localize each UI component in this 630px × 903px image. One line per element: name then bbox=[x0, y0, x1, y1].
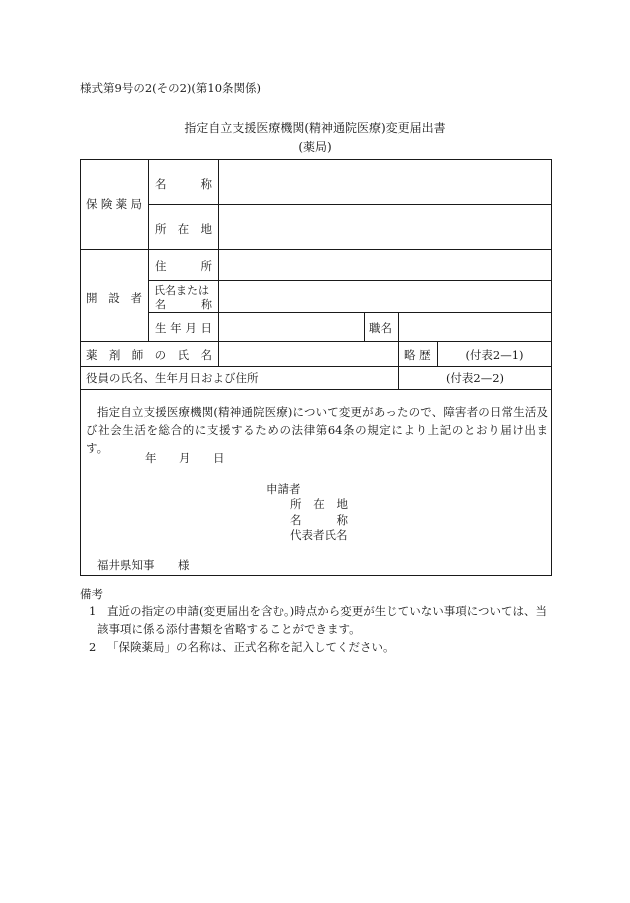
pharmacy-section-label: 保 険 薬 局 bbox=[86, 197, 142, 211]
col-divider-field-label bbox=[218, 159, 219, 366]
col-divider-position-label bbox=[398, 312, 399, 341]
row-divider-pharmacy-founder bbox=[80, 249, 552, 250]
row-divider-founder-pharmacist bbox=[80, 341, 552, 342]
officers-label: 役員の氏名、生年月日および住所 bbox=[86, 371, 259, 385]
applicant-name-label: 名 称 bbox=[290, 513, 348, 527]
applicant-heading: 申請者 bbox=[266, 482, 301, 496]
row-divider-founder-name bbox=[148, 312, 552, 313]
founder-position-label: 職名 bbox=[369, 321, 392, 335]
row-divider-founder-address bbox=[148, 280, 552, 281]
declaration-text: 指定自立支援医療機関(精神通院医療)について変更があったので、障害者の日常生活及び社会生活を総合的に支援するための法律第64条の規定により上記のとおり届け出ます。 bbox=[86, 405, 548, 455]
representative-name-label: 代表者氏名 bbox=[290, 528, 348, 542]
officers-ref: (付表2—2) bbox=[445, 371, 505, 385]
pharmacist-name-label: 薬 剤 師 の 氏 名 bbox=[86, 348, 212, 362]
col-divider-section bbox=[148, 159, 149, 341]
note-number: 1 bbox=[89, 604, 97, 618]
row-divider-pharmacy-name bbox=[148, 204, 552, 205]
note-text: 「保険薬局」の名称は、正式名称を記入してください。 bbox=[107, 640, 395, 654]
document-subtitle: (薬局) bbox=[298, 140, 332, 154]
founder-name-label-line2: 名 称 bbox=[155, 298, 212, 311]
date-month-label: 月 bbox=[179, 451, 191, 465]
pharmacist-career-label: 略 歴 bbox=[404, 348, 431, 362]
addressee-honorific: 様 bbox=[178, 558, 190, 572]
pharmacist-career-ref: (付表2—1) bbox=[465, 348, 524, 362]
col-divider-birthdate bbox=[364, 312, 365, 341]
addressee: 福井県知事 bbox=[97, 558, 155, 572]
founder-address-label: 住 所 bbox=[155, 259, 212, 273]
founder-birthdate-label: 生 年 月 日 bbox=[155, 321, 212, 335]
founder-name-label-line1: 氏名または bbox=[154, 284, 209, 297]
note-text: 直近の指定の申請(変更届出を含む。)時点から変更が生じていない事項については、当該事項に係る添付書類を省略することができます。 bbox=[97, 604, 547, 636]
note-number: 2 bbox=[89, 640, 97, 654]
document-title: 指定自立支援医療機関(精神通院医療)変更届出書 bbox=[184, 121, 446, 135]
date-day-label: 日 bbox=[213, 451, 225, 465]
pharmacy-name-label: 名 称 bbox=[155, 177, 212, 191]
pharmacy-location-label: 所 在 地 bbox=[155, 222, 212, 236]
form-number: 様式第9号の2(その2)(第10条関係) bbox=[80, 81, 262, 95]
notes-heading: 備考 bbox=[80, 587, 103, 601]
row-divider-pharmacist-officers bbox=[80, 366, 552, 367]
applicant-location-label: 所 在 地 bbox=[290, 497, 348, 511]
date-year-label: 年 bbox=[145, 451, 157, 465]
founder-section-label: 開 設 者 bbox=[86, 291, 142, 305]
